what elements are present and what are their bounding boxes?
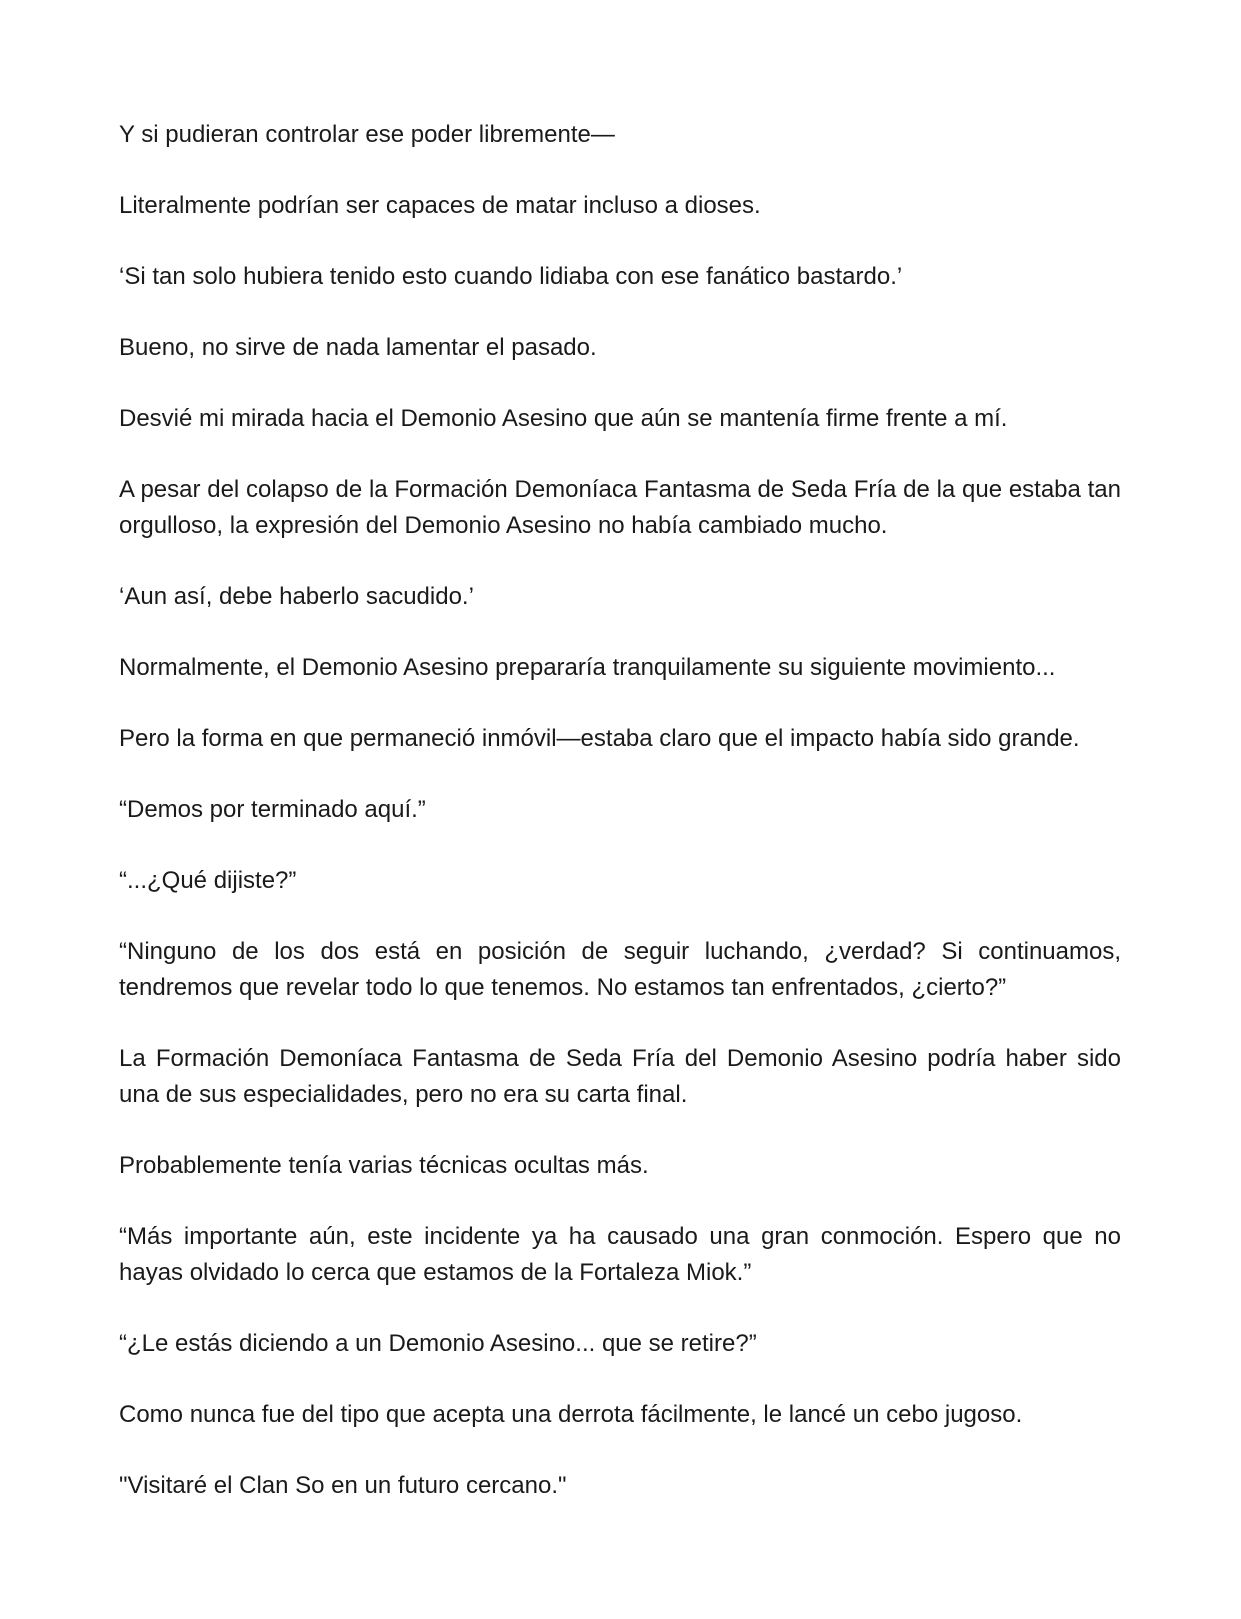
paragraph: “...¿Qué dijiste?” (119, 867, 297, 894)
paragraph: Como nunca fue del tipo que acepta una derrota fácilmente, le lancé un cebo jugoso. (119, 1401, 1023, 1428)
document-body (119, 117, 1121, 1539)
paragraph: A pesar del colapso de la Formación Demoníaca Fantasma de Seda Fría de la que estaba tan orgulloso, la expresión del Demonio Asesino no había cambiado mucho. (119, 476, 1121, 539)
paragraph: “Ninguno de los dos está en posición de seguir luchando, ¿verdad? Si continuamos, tendremos que revelar todo lo que tenemos. No estamos tan enfrentados, ¿cierto?” (119, 938, 1121, 1001)
paragraph: Bueno, no sirve de nada lamentar el pasado. (119, 334, 597, 361)
paragraph: Literalmente podrían ser capaces de matar incluso a dioses. (119, 192, 761, 219)
paragraph: Pero la forma en que permaneció inmóvil—estaba claro que el impacto había sido grande. (119, 725, 1080, 752)
paragraph: ‘Aun así, debe haberlo sacudido.’ (119, 583, 474, 610)
paragraph: "Visitaré el Clan So en un futuro cercano." (119, 1472, 567, 1499)
paragraph: La Formación Demoníaca Fantasma de Seda Fría del Demonio Asesino podría haber sido una de sus especialidades, pero no era su carta final. (119, 1045, 1121, 1108)
paragraph: Probablemente tenía varias técnicas ocultas más. (119, 1152, 649, 1179)
paragraph: “Demos por terminado aquí.” (119, 796, 426, 823)
paragraph: ‘Si tan solo hubiera tenido esto cuando lidiaba con ese fanático bastardo.’ (119, 263, 903, 290)
paragraph: Y si pudieran controlar ese poder libremente— (119, 121, 615, 148)
paragraph: “¿Le estás diciendo a un Demonio Asesino... que se retire?” (119, 1330, 757, 1357)
paragraph: “Más importante aún, este incidente ya ha causado una gran conmoción. Espero que no hayas olvidado lo cerca que estamos de la Fortaleza Miok.” (119, 1223, 1121, 1286)
paragraph: Normalmente, el Demonio Asesino prepararía tranquilamente su siguiente movimiento... (119, 654, 1056, 681)
paragraph: Desvié mi mirada hacia el Demonio Asesino que aún se mantenía firme frente a mí. (119, 405, 1008, 432)
